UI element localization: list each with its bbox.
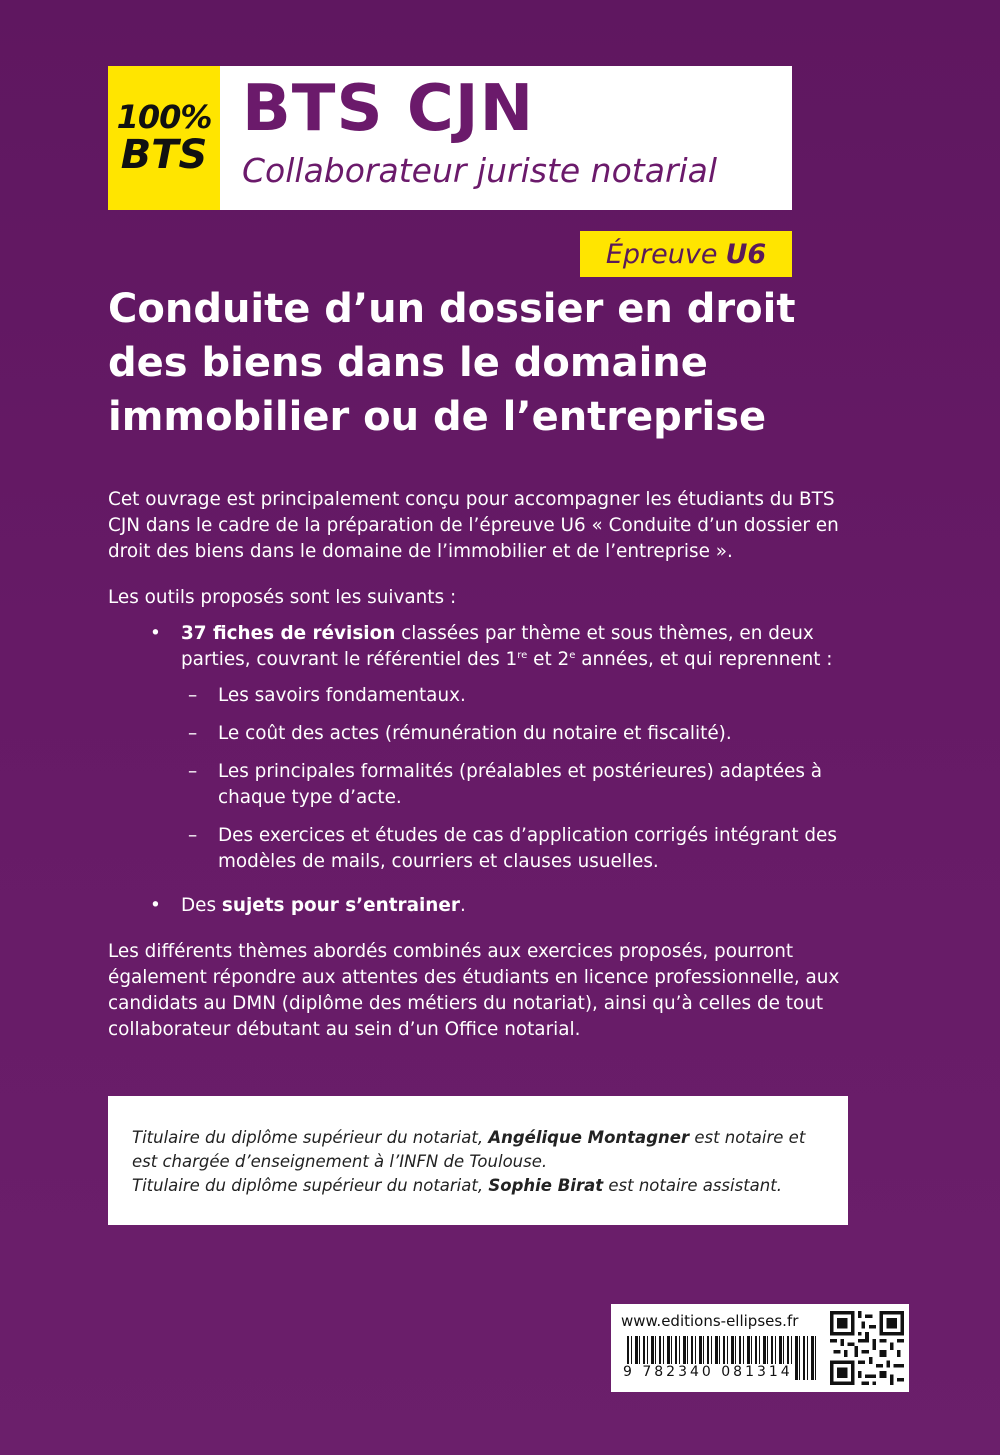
bullet1-bold: 37 fiches de révision <box>181 623 396 644</box>
authors-box <box>108 1096 848 1225</box>
badge-percent: 100% <box>116 98 212 136</box>
book-title: Conduite d’un dossier en droit des biens dans le domaine immobilier ou de l’entreprise <box>108 286 796 440</box>
list-item <box>108 621 850 875</box>
series-title: BTS CJN <box>242 72 535 146</box>
publisher-website: www.editions-ellipses.fr <box>621 1312 799 1330</box>
series-subtitle: Collaborateur juriste notarial <box>242 151 718 191</box>
series-badge <box>108 66 220 210</box>
bullet2-bold: sujets pour s’entrainer <box>221 895 460 916</box>
description <box>108 487 850 1063</box>
author-2 <box>132 1174 824 1198</box>
list-item: – Le coût des actes (rémunération du notaire et fiscalité). <box>181 721 850 747</box>
author-2-post: est notaire assistant. <box>603 1176 782 1195</box>
isbn-number: 9 782340 081314 <box>623 1364 793 1380</box>
author-1-pre: Titulaire du diplôme supérieur du notariat, <box>132 1128 489 1147</box>
title-block <box>220 66 717 210</box>
bullet2-post: . <box>459 895 466 916</box>
bullet2-pre: Des <box>181 895 222 916</box>
closing-paragraph: Les différents thèmes abordés combinés aux exercices proposés, pourront également répondre aux attentes des étudiants en licence professionnelle, aux candidats au DMN (diplôme des métiers du notariat), ainsi qu’à celles de tout collaborateur débutant au sein d’un Office notarial. <box>108 941 840 1040</box>
tools-intro: Les outils proposés sont les suivants : <box>108 587 457 608</box>
author-1-post: est notaire et est chargée d’enseignement à l’INFN de Toulouse. <box>132 1128 806 1171</box>
bullet1-text-b: et 2 <box>527 649 570 670</box>
badge-bts: BTS <box>120 132 208 178</box>
list-item <box>108 893 850 919</box>
barcode-box <box>611 1304 909 1392</box>
bullet1-sup2: e <box>569 650 576 661</box>
author-1-name: Angélique Montagner <box>488 1128 690 1147</box>
epreuve-tag <box>580 231 792 277</box>
list-item: – Les principales formalités (préalables et postérieures) adaptées à chaque type d’acte. <box>181 759 850 811</box>
bullet1-sup1: re <box>517 650 528 661</box>
list-item: – Des exercices et études de cas d’application corrigés intégrant des modèles de mails, courriers et clauses usuelles. <box>181 823 850 875</box>
list-item: – Les savoirs fondamentaux. <box>181 683 850 709</box>
header-box <box>108 66 792 210</box>
epreuve-label: Épreuve <box>605 238 718 270</box>
intro-paragraph: Cet ouvrage est principalement conçu pour accompagner les étudiants du BTS CJN dans le cadre de la préparation de l’épreuve U6 « Conduite d’un dossier en droit des biens dans le domaine de l’immobilier et de l’entreprise ». <box>108 489 839 562</box>
bullet1-text-a: classées par thème et sous thèmes, en deux parties, couvrant le référentiel des 1 <box>181 623 814 670</box>
bullet1-text-c: années, et qui reprennent : <box>575 649 833 670</box>
tools-list <box>108 621 850 919</box>
epreuve-code: U6 <box>725 238 767 270</box>
author-2-pre: Titulaire du diplôme supérieur du notariat, <box>132 1176 489 1195</box>
author-2-name: Sophie Birat <box>488 1176 604 1195</box>
author-1 <box>132 1126 824 1174</box>
sub-list <box>181 683 850 875</box>
qr-code-icon <box>830 1310 904 1386</box>
